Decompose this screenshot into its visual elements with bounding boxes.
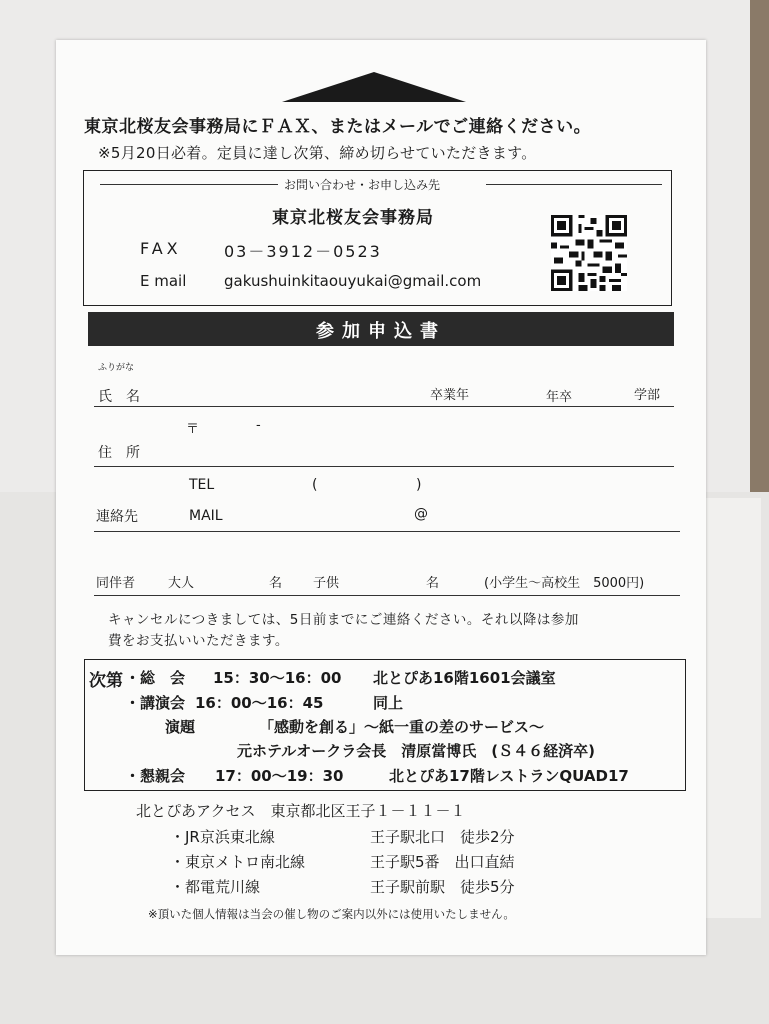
legend-line-left xyxy=(100,184,278,185)
header-title: 東京北桜友会事務局にＦＡＸ、またはメールでご連絡ください。 xyxy=(84,117,592,137)
companion-line[interactable] xyxy=(94,595,680,596)
cancel-note-line2: 費をお支払いいただきます。 xyxy=(108,633,289,649)
schedule-box xyxy=(84,659,686,791)
access-heading: 北とぴあアクセス 東京都北区王子１－１１－１ xyxy=(136,802,466,820)
email-address[interactable]: gakushuinkitaouyukai@gmail.com xyxy=(224,272,482,290)
schedule-heading: 次第 xyxy=(89,671,123,691)
name-line[interactable] xyxy=(94,406,674,407)
address-line[interactable] xyxy=(94,466,674,467)
office-name: 東京北桜友会事務局 xyxy=(272,208,434,228)
access-route-3-line: ・都電荒川線 xyxy=(170,878,261,896)
child-fee-note: (小学生～高校生 5000円) xyxy=(484,576,645,591)
contact-label: 連絡先 xyxy=(96,509,138,525)
tel-paren-open: ( xyxy=(312,477,318,493)
faculty-label: 学部 xyxy=(634,388,661,403)
schedule-item1-time: 15：30～16：00 xyxy=(213,669,342,687)
lecture-topic: 「感動を創る」～紙一重の差のサービス～ xyxy=(259,718,545,736)
postal-dash: - xyxy=(256,418,261,433)
fax-label: FAX xyxy=(140,239,182,258)
mail-label: MAIL xyxy=(189,508,223,524)
application-form-paper xyxy=(56,40,706,955)
tel-label: TEL xyxy=(189,477,215,493)
contact-legend: お問い合わせ・お申し込み先 xyxy=(284,178,441,192)
contact-box xyxy=(83,170,672,306)
access-route-2-station: 王子駅5番 出口直結 xyxy=(370,853,515,871)
postal-mark: 〒 xyxy=(186,422,200,437)
at-mark: @ xyxy=(414,506,428,522)
schedule-item2-time: 16：00～16：45 xyxy=(195,694,324,712)
lecture-speaker: 元ホテルオークラ会長 清原當博氏 (Ｓ４６経済卒) xyxy=(237,742,595,760)
access-route-3-station: 王子駅前駅 徒歩5分 xyxy=(370,878,515,896)
roof-arrow-decoration xyxy=(282,72,466,102)
graduation-year-label: 卒業年 xyxy=(430,388,470,403)
qr-code-icon[interactable] xyxy=(551,215,627,291)
child-count-label: 名 xyxy=(426,576,440,591)
name-label: 氏 名 xyxy=(98,389,140,405)
access-route-1-line: ・JR京浜東北線 xyxy=(170,828,275,846)
fax-number: 03－3912－0523 xyxy=(224,242,382,261)
background-sheet-right xyxy=(700,498,761,918)
schedule-item2-label: ・講演会 xyxy=(125,694,186,712)
companion-label: 同伴者 xyxy=(96,576,136,591)
form-title: 参加申込書 xyxy=(316,321,446,342)
schedule-item3-time: 17：00～19：30 xyxy=(215,767,344,785)
schedule-item1-label: ・総 会 xyxy=(125,669,186,687)
schedule-item3-label: ・懇親会 xyxy=(125,767,186,785)
form-title-banner xyxy=(88,312,674,346)
adult-count-label: 名 xyxy=(269,576,283,591)
header-subtitle: ※5月20日必着。定員に達し次第、締め切らせていただきます。 xyxy=(98,144,537,162)
contact-line[interactable] xyxy=(94,531,680,532)
email-label: E mail xyxy=(140,272,187,290)
year-graduated-label: 年卒 xyxy=(546,390,573,405)
child-label: 子供 xyxy=(313,576,340,591)
adult-label: 大人 xyxy=(168,576,195,591)
schedule-item2-place: 同上 xyxy=(373,694,404,712)
tel-paren-close: ) xyxy=(416,477,422,493)
furigana-label: ふりがな xyxy=(98,363,135,373)
schedule-item1-place: 北とぴあ16階1601会議室 xyxy=(373,669,556,687)
access-route-2-line: ・東京メトロ南北線 xyxy=(170,853,306,871)
schedule-item3-place: 北とぴあ17階レストランQUAD17 xyxy=(389,767,629,785)
access-route-1-station: 王子駅北口 徒歩2分 xyxy=(370,828,515,846)
legend-line-right xyxy=(486,184,662,185)
lecture-topic-label: 演題 xyxy=(165,718,196,736)
privacy-footnote: ※頂いた個人情報は当会の催し物のご案内以外には使用いたしません。 xyxy=(148,907,515,921)
cancel-note-line1: キャンセルにつきましては、5日前までにご連絡ください。それ以降は参加 xyxy=(108,612,579,628)
address-label: 住 所 xyxy=(98,445,140,461)
